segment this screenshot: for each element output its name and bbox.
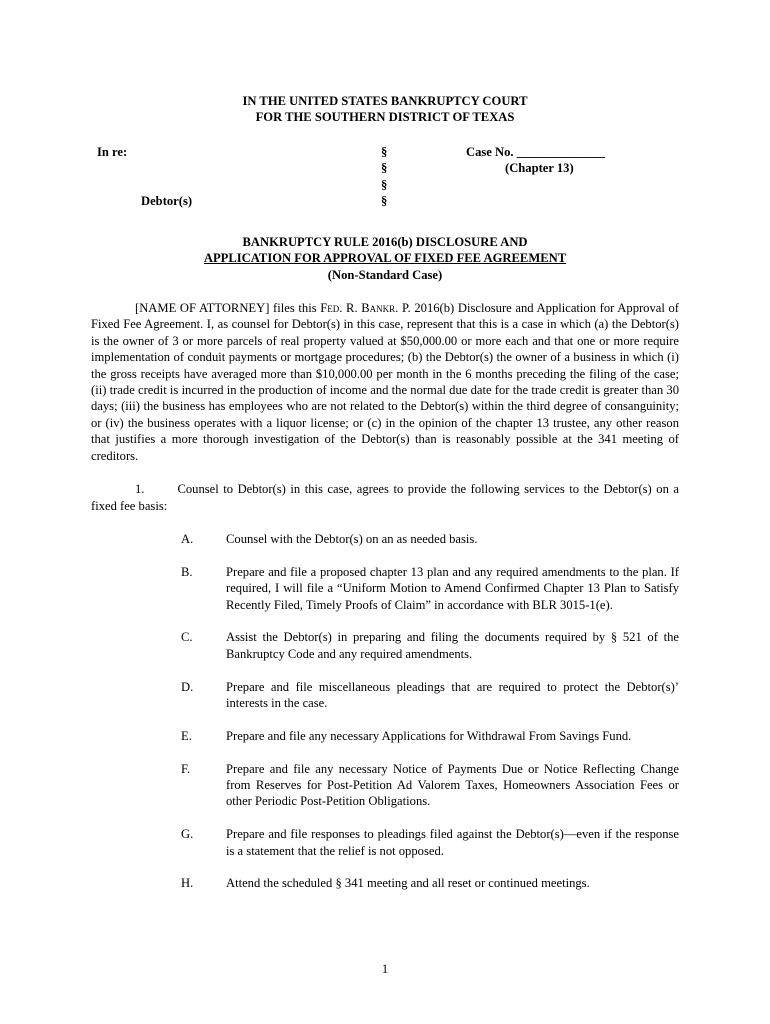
document-title [91, 234, 679, 283]
list-item [91, 875, 679, 891]
list-item [91, 728, 679, 744]
title-line-1: BANKRUPTCY RULE 2016(b) DISCLOSURE AND [242, 234, 528, 249]
item-letter: F. [181, 761, 191, 776]
title-line-2: APPLICATION FOR APPROVAL OF FIXED FEE AGREEMENT [203, 251, 567, 266]
section-mark: § [381, 144, 388, 159]
section-mark: § [381, 177, 388, 192]
debtor-label: Debtor(s) [141, 193, 193, 208]
item-letter: B. [181, 564, 193, 579]
section-marks [381, 144, 387, 210]
intro-text-rest: P. 2016(b) Disclosure and Application for Approval of Fixed Fee Agreement. I, as counsel for Debtor(s) in this case, represent that this is a case in which (a) the Debtor(s) is the owner of 3 or more parcels of real property valued at $50,000.00 or more each and that one or more require implementation of conduit payments or mortgage procedures; (b) the Debtor(s) the owner of a business in which (i) the gross receipts have averaged more than $10,000.00 per month in the 6 months preceding the filing of the case; (ii) trade credit is incurred in the production of income and the normal due date for the trade credit is greater than 30 days; (iii) the business has employees who are not related to the Debtor(s) within the third degree of consanguinity; or (iv) the business operates with a liquor license; or (c) in the opinion of the chapter 13 trustee, any other reason that justifies a more thorough investigation of the Debtor(s) than is reasonably possible at the 341 meeting of creditors. [91, 301, 680, 463]
list-item [91, 531, 679, 547]
item-text: Prepare and file any necessary Applications for Withdrawal From Savings Fund. [226, 728, 632, 743]
item-text: Prepare and file miscellaneous pleadings that are required to protect the Debtor(s)’ interests in the case. [226, 679, 679, 710]
item-letter: A. [181, 531, 194, 546]
item-text: Prepare and file any necessary Notice of Payments Due or Notice Reflecting Change from Reserves for Post-Petition Ad Valorem Taxes, Homeowners Association Fees or other Periodic Post-Petition Obligations. [226, 761, 679, 809]
court-heading [91, 93, 679, 126]
item-text: Counsel with the Debtor(s) on an as needed basis. [226, 531, 478, 546]
court-line-1: IN THE UNITED STATES BANKRUPTCY COURT [242, 94, 528, 108]
list-item [91, 679, 679, 712]
item-letter: E. [181, 728, 192, 743]
rule-citation: Fed. R. Bankr. [320, 301, 399, 316]
list-item [91, 564, 679, 613]
list-item [91, 761, 679, 810]
item-letter: H. [181, 876, 194, 891]
document-page [91, 93, 679, 908]
case-number-field: Case No. ______________ [466, 144, 605, 159]
list-item [91, 629, 679, 662]
section-1-text: Counsel to Debtor(s) in this case, agrees to provide the following services to the Debtor(s) on a fixed fee basis: [91, 482, 679, 513]
item-text: Attend the scheduled § 341 meeting and all reset or continued meetings. [226, 876, 590, 891]
case-caption [91, 144, 679, 212]
services-list [91, 531, 679, 892]
court-line-2: FOR THE SOUTHERN DISTRICT OF TEXAS [255, 110, 515, 125]
section-1-number: 1. [135, 482, 145, 497]
item-text: Prepare and file responses to pleadings filed against the Debtor(s)—even if the response is a statement that the relief is not opposed. [226, 827, 679, 858]
item-text: Prepare and file a proposed chapter 13 plan and any required amendments to the plan. If required, I will file a “Uniform Motion to Amend Confirmed Chapter 13 Plan to Satisfy Recently Filed, Timely Proofs of Claim” in accordance with BLR 3015-1(e). [226, 564, 679, 612]
section-mark: § [381, 161, 388, 176]
item-letter: C. [181, 630, 193, 645]
list-item [91, 826, 679, 859]
section-mark: § [381, 194, 388, 209]
intro-paragraph [91, 300, 679, 464]
item-letter: D. [181, 679, 194, 694]
chapter-label: (Chapter 13) [505, 160, 574, 175]
page-number: 1 [381, 962, 389, 976]
section-1-paragraph [91, 481, 679, 514]
in-re-label: In re: [97, 144, 128, 159]
item-letter: G. [181, 827, 194, 842]
item-text: Assist the Debtor(s) in preparing and filing the documents required by § 521 of the Bankruptcy Code and any required amendments. [226, 630, 679, 661]
intro-text-start: [NAME OF ATTORNEY] files this [135, 301, 321, 316]
title-line-3: (Non-Standard Case) [327, 267, 443, 282]
